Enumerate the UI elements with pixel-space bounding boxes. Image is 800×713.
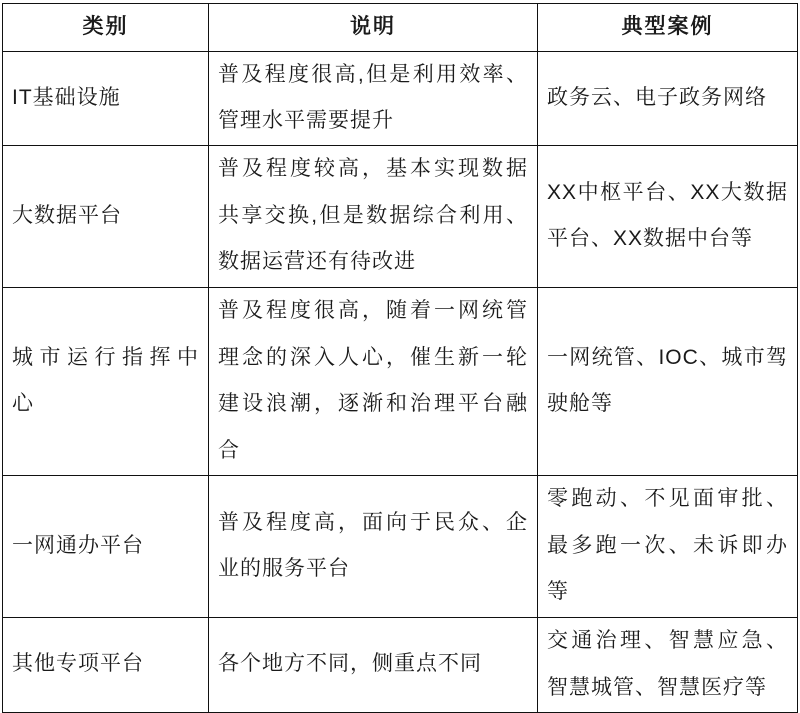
category-cell bbox=[3, 617, 209, 712]
examples-line: 交通治理、智慧应急、 bbox=[547, 629, 788, 652]
table-container bbox=[2, 3, 797, 713]
category-line: 其他专项平台 bbox=[12, 652, 144, 676]
description-line: 普及程度很高，随着一网统管 bbox=[218, 299, 528, 322]
examples-cell bbox=[538, 51, 798, 145]
category-line: 城市运行指挥中 bbox=[12, 345, 199, 369]
examples-line: XX中枢平台、XX大数据 bbox=[547, 180, 788, 204]
category-line: 一网通办平台 bbox=[12, 533, 144, 557]
category-cell bbox=[3, 475, 209, 617]
examples-line: 最多跑一次、未诉即办 bbox=[547, 533, 788, 557]
description-cell bbox=[209, 617, 538, 712]
examples-line: 零跑动、不见面审批、 bbox=[547, 487, 788, 511]
description-cell bbox=[209, 475, 538, 617]
description-cell bbox=[209, 51, 538, 145]
description-line: 普及程度高，面向于民众、企 bbox=[218, 510, 528, 534]
header-examples: 典型案例 bbox=[538, 4, 798, 52]
description-line: 业的服务平台 bbox=[218, 557, 350, 580]
table-row bbox=[3, 287, 798, 475]
description-cell bbox=[209, 145, 538, 287]
examples-cell bbox=[538, 287, 798, 475]
description-line: 合 bbox=[218, 438, 240, 462]
category-cell bbox=[3, 51, 209, 145]
category-line: 大数据平台 bbox=[12, 203, 122, 227]
header-category: 类别 bbox=[3, 4, 209, 52]
table-row bbox=[3, 475, 798, 617]
examples-line: 智慧城管、智慧医疗等 bbox=[547, 675, 767, 699]
description-line: 各个地方不同，侧重点不同 bbox=[218, 652, 482, 676]
examples-cell bbox=[538, 475, 798, 617]
description-cell bbox=[209, 287, 538, 475]
examples-line: 平台、XX数据中台等 bbox=[547, 227, 754, 250]
description-line: 建设浪潮，逐渐和治理平台融 bbox=[218, 392, 528, 415]
platform-category-table bbox=[2, 3, 798, 713]
description-line: 数据运营还有待改进 bbox=[218, 250, 416, 274]
header-description: 说明 bbox=[209, 4, 538, 52]
examples-line: 一网统管、IOC、城市驾 bbox=[547, 345, 788, 369]
description-line: 理念的深入人心，催生新一轮 bbox=[218, 345, 528, 369]
examples-line: 驶舱等 bbox=[547, 392, 613, 415]
category-cell bbox=[3, 287, 209, 475]
table-row bbox=[3, 145, 798, 287]
description-line: 普及程度较高，基本实现数据 bbox=[218, 157, 528, 181]
examples-cell bbox=[538, 145, 798, 287]
examples-line: 等 bbox=[547, 580, 569, 604]
header-row bbox=[3, 4, 798, 52]
category-line: IT基础设施 bbox=[12, 85, 121, 109]
table-row bbox=[3, 617, 798, 712]
examples-cell bbox=[538, 617, 798, 712]
examples-line: 政务云、电子政务网络 bbox=[547, 85, 767, 109]
category-line: 心 bbox=[12, 392, 34, 415]
table-row bbox=[3, 51, 798, 145]
category-cell bbox=[3, 145, 209, 287]
description-line: 普及程度很高,但是利用效率、 bbox=[218, 62, 528, 86]
description-line: 共享交换,但是数据综合利用、 bbox=[218, 203, 528, 227]
description-line: 管理水平需要提升 bbox=[218, 109, 394, 132]
